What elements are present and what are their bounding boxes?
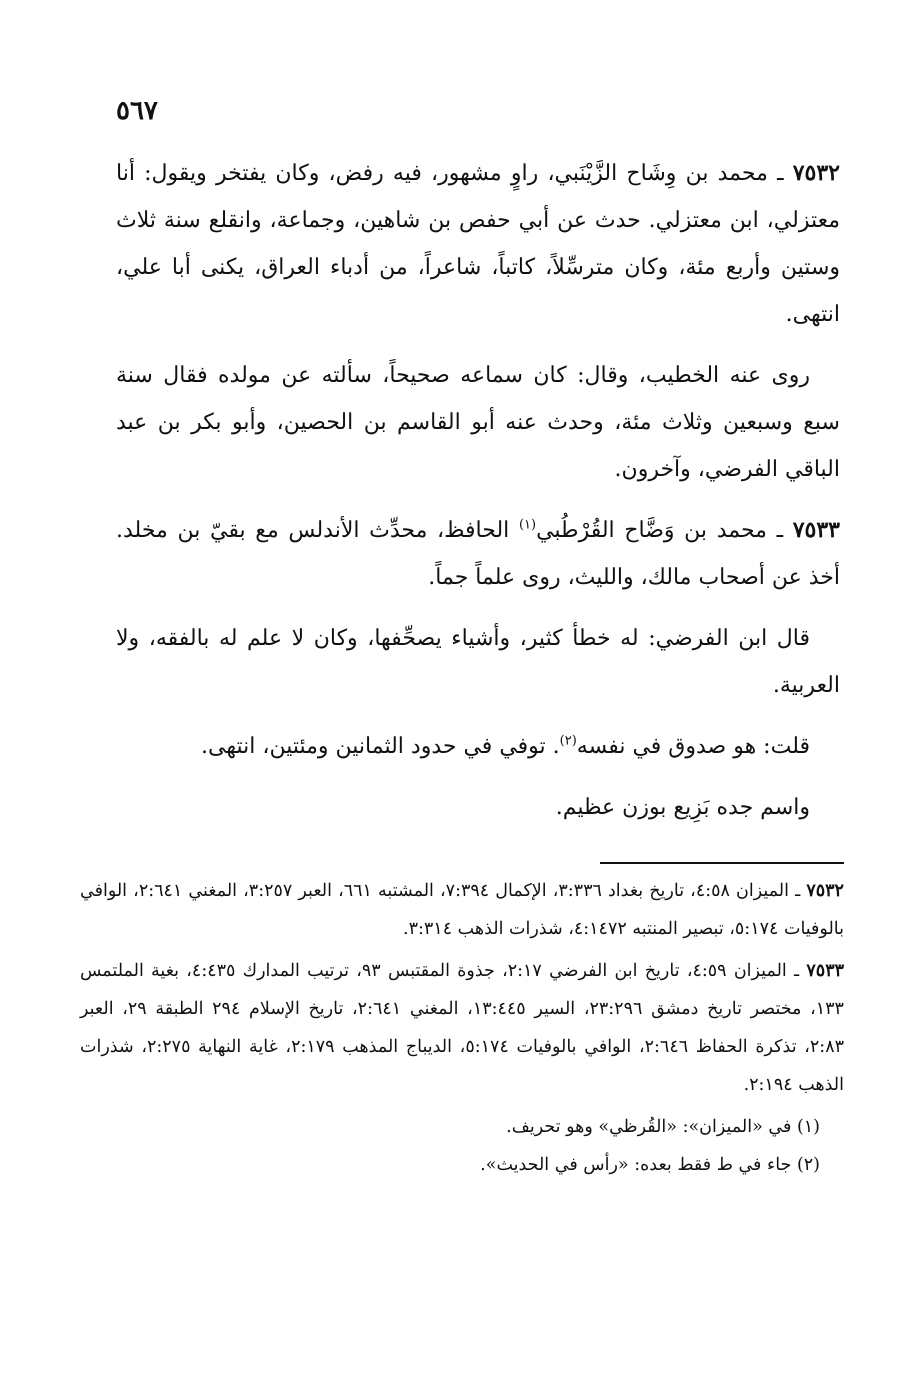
paragraph xyxy=(116,615,840,709)
paragraph-text-before: ـ محمد بن وَضَّاح القُرْطُبي xyxy=(536,518,784,543)
source-text: ـ الميزان ٤:٥٨، تاريخ بغداد ٣:٣٣٦، الإكمال ٧:٣٩٤، المشتبه ٦٦١، العبر ٣:٢٥٧، المغني ٢:٦٤١، الوافي بالوفيات ٥:١٧٤، تبصير المنتبه ٤:١٤٧٢، شذرات الذهب ٣:٣١٤. xyxy=(80,881,844,939)
source-entry-number: ٧٥٣٣ xyxy=(806,961,844,981)
paragraph-text: روى عنه الخطيب، وقال: كان سماعه صحيحاً، سألته عن مولده فقال سنة سبع وسبعين وثلاث مئة، وحدث عنه أبو القاسم بن الحصين، وأبو بكر بن عبد الباقي الفرضي، وآخرون. xyxy=(116,363,840,482)
source-text: ـ الميزان ٤:٥٩، تاريخ ابن الفرضي ٢:١٧، جذوة المقتبس ٩٣، ترتيب المدارك ٤:٤٣٥، بغية الملتمس ١٣٣، مختصر تاريخ دمشق ٢٣:٢٩٦، السير ١٣:٤٤٥، المغني ٢:٦٤١، تاريخ الإسلام ٢٩٤ الطبقة ٢٩، العبر ٢:٨٣، تذكرة الحفاظ ٢:٦٤٦، الوافي بالوفيات ٥:١٧٤، الديباج المذهب ٢:١٧٩، غاية النهاية ٢:٢٧٥، شذرات الذهب ٢:١٩٤. xyxy=(80,961,845,1095)
footnote xyxy=(80,1108,844,1146)
footnotes-section xyxy=(80,872,844,1184)
source-entry xyxy=(80,872,844,948)
entry-paragraph xyxy=(116,507,840,601)
paragraph-text: واسم جده بَزِيع بوزن عظيم. xyxy=(555,795,810,820)
footnote-text: في «الميزان»: «القُرظي» وهو تحريف. xyxy=(506,1117,792,1137)
entry-paragraph xyxy=(116,150,840,338)
paragraph xyxy=(116,784,840,831)
footnote-mark: (١) xyxy=(796,1117,820,1137)
main-text xyxy=(116,150,840,845)
footnote-ref: (١) xyxy=(518,517,537,533)
footnote-separator xyxy=(600,862,844,864)
paragraph xyxy=(116,723,840,770)
paragraph-text: الحافظ، محدِّث الأندلس مع بقيّ بن مخلد. أخذ عن أصحاب مالك، والليث، روى علماً جماً. xyxy=(116,518,840,590)
entry-number: ٧٥٣٢ xyxy=(792,160,840,186)
footnote-text: جاء في ط فقط بعده: «رأس في الحديث». xyxy=(480,1155,792,1175)
paragraph-text: ـ محمد بن وِشَاح الزَّيْنَبي، راوٍ مشهور، فيه رفض، وكان يفتخر ويقول: أنا معتزلي، ابن معتزلي. حدث عن أبي حفص بن شاهين، وجماعة، وانقلع سنة ثلاث وستين وأربع مئة، وكان مترسِّلاً، كاتباً، شاعراً، من أدباء العراق، يكنى أبا علي، انتهى. xyxy=(116,161,840,327)
source-entry-number: ٧٥٣٢ xyxy=(806,881,844,901)
paragraph-text: قال ابن الفرضي: له خطأ كثير، وأشياء يصحِّفها، وكان لا علم له بالفقه، ولا العربية. xyxy=(116,626,840,698)
entry-number: ٧٥٣٣ xyxy=(792,517,840,543)
paragraph xyxy=(116,352,840,493)
paragraph-text: . توفي في حدود الثمانين ومئتين، انتهى. xyxy=(201,734,560,759)
footnote-mark: (٢) xyxy=(796,1155,820,1175)
source-entry xyxy=(80,952,844,1104)
footnote-ref: (٢) xyxy=(559,733,577,749)
page-number: ٥٦٧ xyxy=(116,96,158,126)
footnote xyxy=(80,1146,844,1184)
paragraph-text-before: قلت: هو صدوق في نفسه xyxy=(576,734,810,759)
